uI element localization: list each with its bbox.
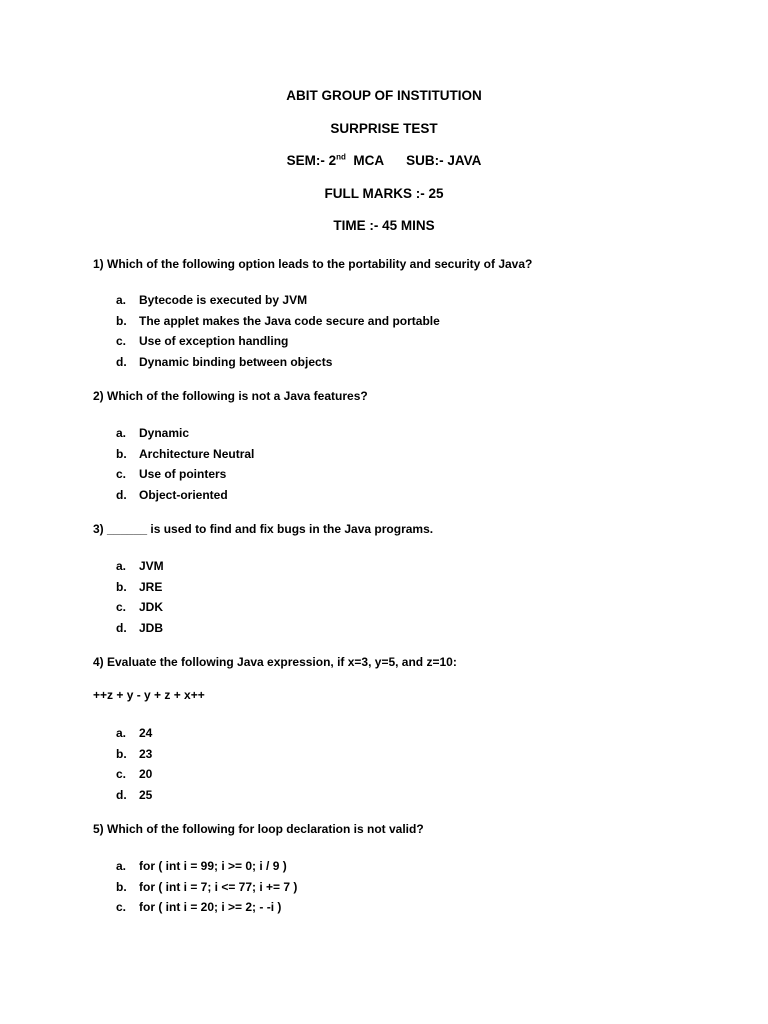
option-text: The applet makes the Java code secure and portable bbox=[139, 313, 440, 328]
option-text: Object-oriented bbox=[139, 488, 228, 503]
option-letter: c. bbox=[116, 900, 127, 915]
option-letter: d. bbox=[116, 355, 127, 370]
semester-prefix: SEM:- 2 bbox=[286, 153, 337, 168]
test-name: SURPRISE TEST bbox=[330, 121, 438, 136]
question-5-text: 5) Which of the following for loop declaration is not valid? bbox=[93, 822, 424, 836]
option-text: 20 bbox=[139, 767, 153, 782]
option-letter: a. bbox=[116, 293, 127, 307]
institution-title: ABIT GROUP OF INSTITUTION bbox=[286, 88, 482, 103]
semester-course: MCA bbox=[345, 153, 385, 168]
semester-subject-line bbox=[0, 153, 768, 168]
option-letter: d. bbox=[116, 788, 127, 803]
option-letter: b. bbox=[116, 579, 127, 594]
question-1-text: 1) Which of the following option leads to the portability and security of Java? bbox=[93, 257, 533, 271]
option-text: Architecture Neutral bbox=[139, 446, 255, 461]
option-text: Use of pointers bbox=[139, 467, 227, 482]
question-3-text: 3) ______ is used to find and fix bugs in the Java programs. bbox=[93, 522, 434, 536]
option-text: Dynamic bbox=[139, 426, 190, 440]
subject: SUB:- JAVA bbox=[406, 153, 482, 168]
option-letter: c. bbox=[116, 600, 127, 615]
option-letter: a. bbox=[116, 726, 127, 740]
option-text: Use of exception handling bbox=[139, 334, 289, 349]
option-letter: d. bbox=[116, 488, 127, 503]
option-text: 25 bbox=[139, 788, 153, 803]
option-text: Dynamic binding between objects bbox=[139, 355, 333, 370]
option-text: JVM bbox=[139, 559, 164, 573]
question-4-expression: ++z + y - y + z + x++ bbox=[93, 688, 205, 702]
question-4-text: 4) Evaluate the following Java expression, if x=3, y=5, and z=10: bbox=[93, 655, 457, 669]
option-letter: c. bbox=[116, 334, 127, 349]
option-text: 23 bbox=[139, 746, 153, 761]
option-letter: b. bbox=[116, 446, 127, 461]
full-marks: FULL MARKS :- 25 bbox=[324, 186, 444, 201]
option-letter: b. bbox=[116, 746, 127, 761]
option-text: JDK bbox=[139, 600, 164, 615]
option-letter: b. bbox=[116, 879, 127, 894]
option-letter: b. bbox=[116, 313, 127, 328]
option-text: JRE bbox=[139, 579, 163, 594]
option-text: for ( int i = 7; i <= 77; i += 7 ) bbox=[139, 879, 298, 894]
option-letter: a. bbox=[116, 559, 127, 573]
option-letter: a. bbox=[116, 426, 127, 440]
option-letter: a. bbox=[116, 859, 127, 873]
time-limit: TIME :- 45 MINS bbox=[333, 218, 435, 233]
option-text: for ( int i = 99; i >= 0; i / 9 ) bbox=[139, 859, 287, 873]
option-text: Bytecode is executed by JVM bbox=[139, 293, 308, 307]
option-text: JDB bbox=[139, 621, 164, 636]
question-2-text: 2) Which of the following is not a Java features? bbox=[93, 389, 368, 403]
option-letter: c. bbox=[116, 467, 127, 482]
semester-superscript: nd bbox=[336, 152, 346, 162]
option-text: 24 bbox=[139, 726, 153, 740]
option-letter: c. bbox=[116, 767, 127, 782]
option-text: for ( int i = 20; i >= 2; - -i ) bbox=[139, 900, 282, 915]
option-letter: d. bbox=[116, 621, 127, 636]
